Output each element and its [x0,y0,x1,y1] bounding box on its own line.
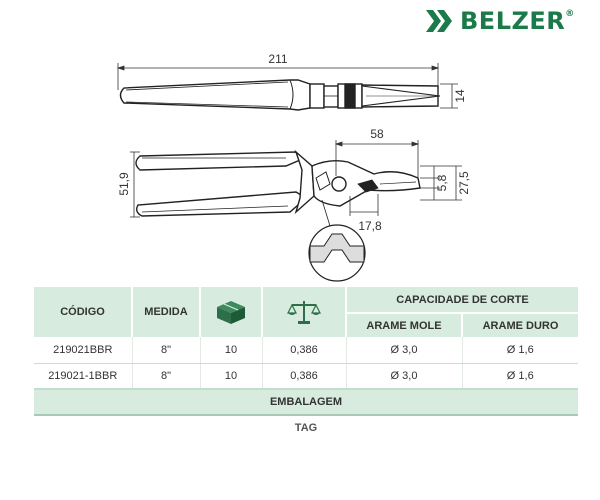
header-arame-duro: ARAME DURO [462,313,578,337]
dim-label-jaw-width: 27,5 [457,171,471,195]
dim-label-jaw-length: 58 [370,127,384,141]
cell-duro: Ø 1,6 [462,363,578,389]
header-medida: MEDIDA [132,287,200,337]
spec-table [34,287,578,439]
pliers-side-view [121,80,441,110]
cell-medida: 8" [132,337,200,363]
cell-duro: Ø 1,6 [462,337,578,363]
cell-mole: Ø 3,0 [346,337,462,363]
registered-mark: ® [565,9,575,19]
cell-codigo: 219021-1BBR [34,363,132,389]
embalagem-row [34,389,578,415]
cell-peso: 0,386 [262,337,346,363]
dim-label-height-side: 14 [453,89,467,103]
dim-label-cutter: 17,8 [358,219,382,233]
cell-peso: 0,386 [262,363,346,389]
dim-label-length: 211 [268,52,288,66]
box-icon [215,299,247,325]
cell-qty: 10 [200,363,262,389]
dim-label-jaw-tip: 5,8 [435,174,449,192]
table-row [34,337,578,363]
embalagem-header: EMBALAGEM [34,389,578,415]
header-package [200,287,262,337]
cell-qty: 10 [200,337,262,363]
tag-value: TAG [294,421,318,434]
header-codigo: CÓDIGO [34,287,132,337]
scale-icon [287,299,321,325]
cell-codigo: 219021BBR [34,337,132,363]
table-row [34,363,578,389]
header-capacidade: CAPACIDADE DE CORTE [346,287,578,313]
pliers-front-view [136,152,420,216]
tag-row [34,415,578,439]
brand-name: BELZER [460,7,566,35]
cell-mole: Ø 3,0 [346,363,462,389]
dim-label-height-front: 51,9 [117,172,131,196]
header-weight [262,287,346,337]
table-header-row [34,287,578,313]
cell-medida: 8" [132,363,200,389]
header-arame-mole: ARAME MOLE [346,313,462,337]
